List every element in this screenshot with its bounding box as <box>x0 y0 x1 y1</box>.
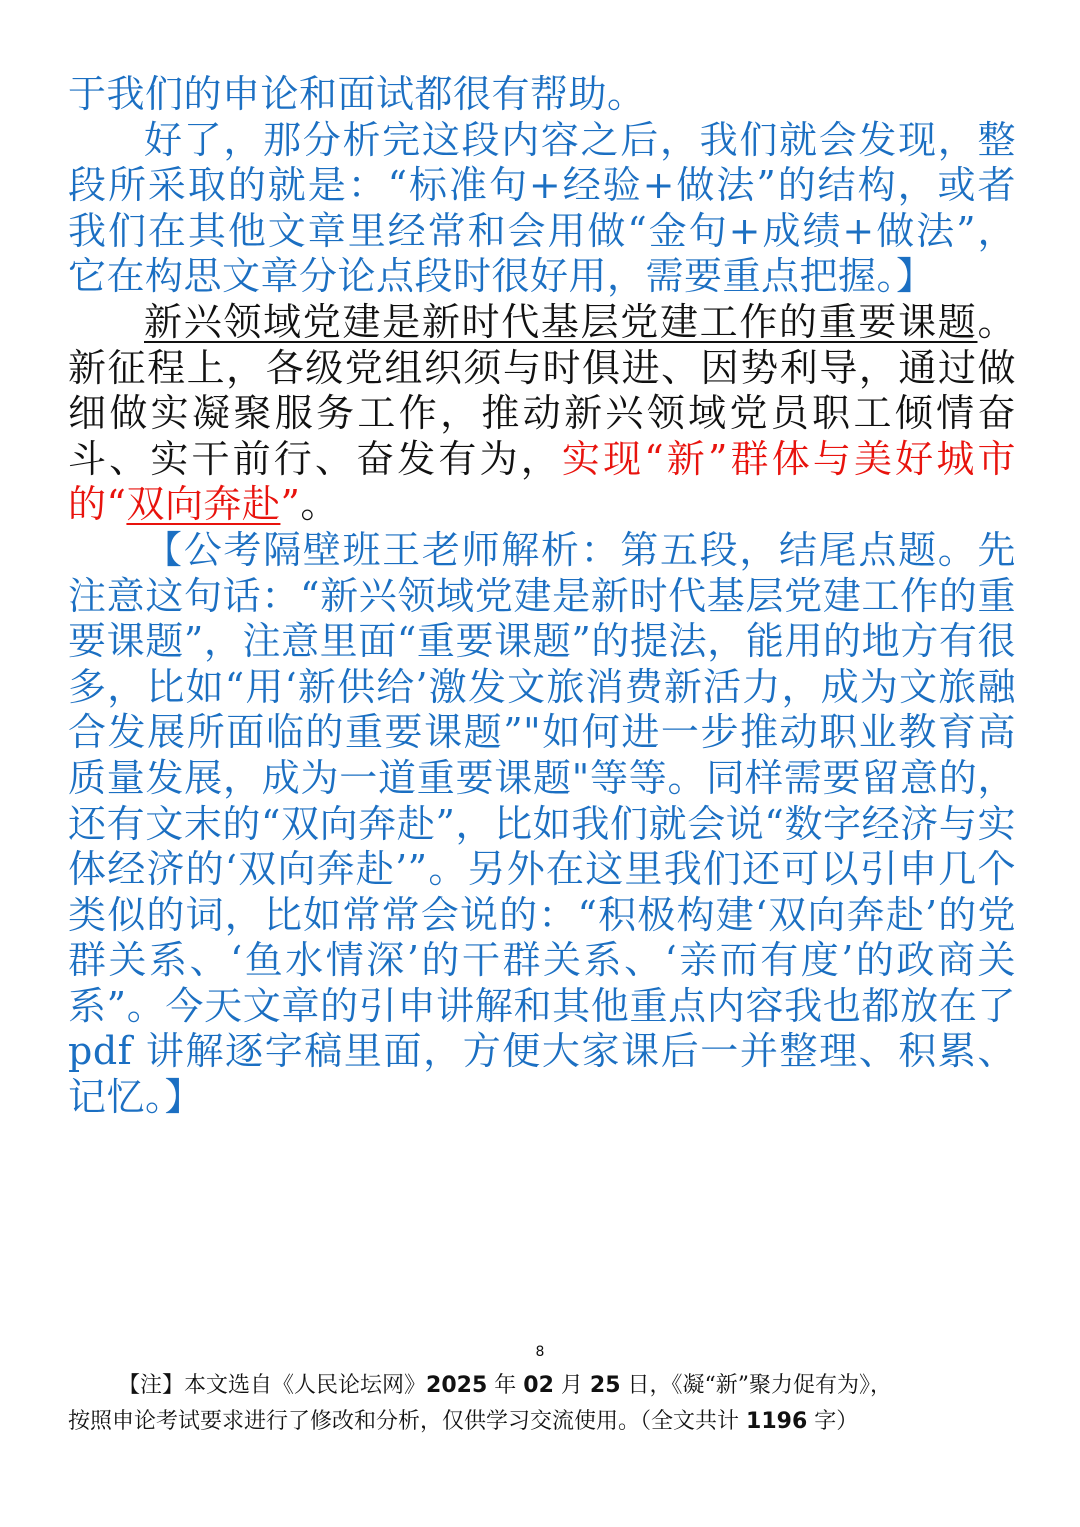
footnote-day-unit: 日，《凝“新”聚力促有为》， <box>627 1373 893 1398</box>
commentary-summary-paragraph: 好了，那分析完这段内容之后，我们就会发现，整段所采取的就是：“标准句+经验+做法”的结构，或者我们在其他文章里经常和会用做“金句+成绩+做法”，它在构思文章分论点段时很好用，需要重点把握。】 <box>68 117 1016 299</box>
footnote-prefix: 【注】本文选自《人民论坛网》 <box>118 1373 427 1398</box>
source-footnote <box>68 1368 1016 1440</box>
footnote-line2-prefix: 按照申论考试要求进行了修改和分析，仅供学习交流使用。（全文共计 <box>68 1409 740 1434</box>
footnote-word-count: 1196 <box>746 1409 808 1434</box>
footnote-day: 25 <box>589 1373 621 1398</box>
punctuation: 。 <box>300 482 339 527</box>
punctuation: 。 <box>977 299 1016 344</box>
highlight-red-text: 实现“新”群体与美好城市的“ <box>68 436 1016 527</box>
article-body-text: 新征程上，各级党组织须与时俱进、因势利导，通过做细做实凝聚服务工作，推动新兴领域党员职工倾情奋斗、实干前行、奋发有为， <box>68 345 1016 481</box>
key-sentence-underlined: 新兴领域党建是新时代基层党建工作的重要课题 <box>144 299 978 344</box>
page-number: 8 <box>535 1344 545 1360</box>
body-text <box>68 72 1016 1121</box>
highlight-red-quote: ” <box>280 482 301 527</box>
footnote-year-unit: 年 <box>494 1373 517 1398</box>
footnote-line-1 <box>68 1368 1016 1404</box>
article-paragraph-five <box>68 300 1016 528</box>
footnote-month-unit: 月 <box>560 1373 583 1398</box>
footnote-month: 02 <box>523 1373 554 1398</box>
highlight-red-underlined: 双向奔赴 <box>126 482 281 527</box>
footnote-line-2 <box>68 1404 1016 1440</box>
commentary-continuation: 于我们的申论和面试都很有帮助。 <box>68 72 646 116</box>
teacher-analysis-paragraph: 【公考隔壁班王老师解析：第五段，结尾点题。先注意这句话：“新兴领域党建是新时代基层党建工作的重要课题”，注意里面“重要课题”的提法，能用的地方有很多，比如“用‘新供给’激发文旅消费新活力，成为文旅融合发展所面临的重要课题”"如何进一步推动职业教育高质量发展，成为一道重要课题"等等。同样需要留意的，还有文末的“双向奔赴”，比如我们就会说“数字经济与实体经济的‘双向奔赴’”。另外在这里我们还可以引申几个类似的词，比如常常会说的：“积极构建‘双向奔赴’的党群关系、‘鱼水情深’的干群关系、‘亲而有度’的政商关系”。今天文章的引申讲解和其他重点内容我也都放在了 pdf 讲解逐字稿里面，方便大家课后一并整理、积累、记忆。】 <box>68 527 1016 1120</box>
footnote-line2-suffix: 字） <box>814 1409 859 1434</box>
footnote-year: 2025 <box>426 1373 488 1398</box>
